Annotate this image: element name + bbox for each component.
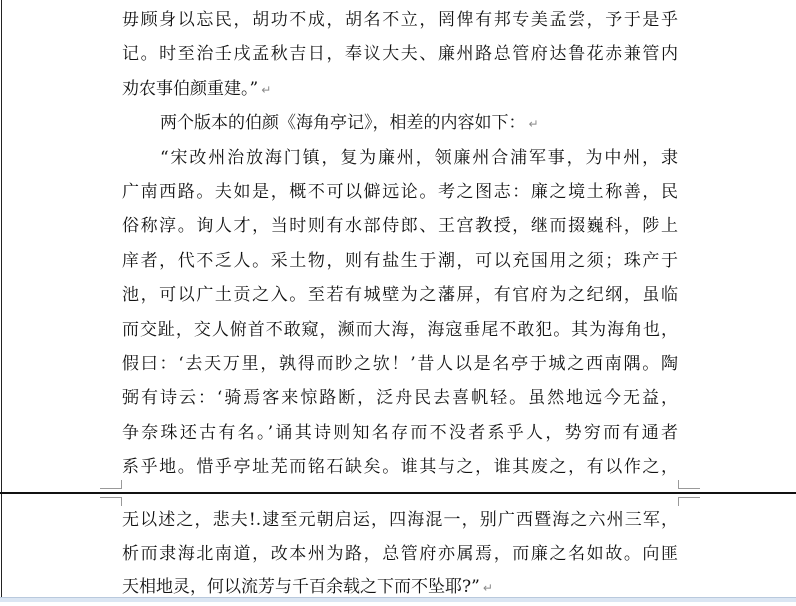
text-line[interactable] xyxy=(122,209,678,243)
line-text[interactable]: 弼有诗云：‘骑焉客来惊路断，泛舟民去喜帆轻。虽然地远今无益， xyxy=(122,388,678,409)
crop-mark xyxy=(678,497,700,498)
line-text[interactable]: 记。时至治壬戌孟秋吉日，奉议大夫、廉州路总管府达鲁花赤兼管内 xyxy=(122,44,678,65)
text-line[interactable] xyxy=(122,313,678,347)
crop-mark xyxy=(678,488,700,489)
page-2-text[interactable] xyxy=(122,504,678,605)
text-line[interactable] xyxy=(122,381,678,415)
text-line[interactable] xyxy=(122,3,678,37)
crop-mark xyxy=(678,497,679,506)
line-text[interactable]: 析而隶海北南道，改本州为路，总管府亦属焉，而廉之名如故。向匪 xyxy=(122,543,678,564)
text-line[interactable] xyxy=(122,72,678,106)
text-line[interactable] xyxy=(122,278,678,312)
crop-mark xyxy=(100,488,122,489)
line-text[interactable]: 天相地灵，何以流芳与千百余载之下而不坠耶?” xyxy=(122,577,480,598)
text-line[interactable] xyxy=(122,450,678,484)
line-text[interactable]: 争奈珠还古有名。’诵其诗则知名存而不没者系乎人，势穷而有通者 xyxy=(122,422,678,443)
window-bottom-edge xyxy=(0,597,796,602)
line-text[interactable]: 假曰：‘去天万里，孰得而眇之欤！’昔人以是名亭于城之西南隅。陶 xyxy=(122,353,678,374)
text-line[interactable] xyxy=(122,416,678,450)
crop-mark xyxy=(678,480,679,489)
text-line[interactable] xyxy=(122,175,678,209)
line-text[interactable]: 庠者，代不乏人。采土物，则有盐生于潮，可以充国用之须；珠产于 xyxy=(122,250,678,271)
text-line[interactable] xyxy=(122,538,678,572)
paragraph-mark-icon: ↵ xyxy=(261,82,272,97)
line-text[interactable]: 广南西路。夫如是，概不可以僻远论。考之图志：廉之境土称善，民 xyxy=(122,181,678,202)
paragraph-mark-icon: ↵ xyxy=(482,581,493,596)
text-line[interactable] xyxy=(122,141,678,175)
text-line[interactable] xyxy=(122,244,678,278)
crop-mark xyxy=(100,497,122,498)
line-text[interactable]: “宋改州治放海门镇，复为廉州，领廉州合浦军事，为中州，隶 xyxy=(160,147,678,168)
line-text[interactable]: 毋顾身以忘民，胡功不成，胡名不立，罔俾有邦专美孟尝，予于是乎 xyxy=(122,10,678,30)
paragraph-mark-icon: ↵ xyxy=(528,117,539,132)
text-line[interactable] xyxy=(122,347,678,381)
line-text[interactable]: 池，可以广土贡之入。至若有城壁为之藩屏，有官府为之纪纲，虽临 xyxy=(122,285,678,306)
page-break-line xyxy=(0,492,796,494)
line-text[interactable]: 劝农事伯颜重建。” xyxy=(122,78,259,99)
text-line[interactable] xyxy=(122,37,678,71)
text-line[interactable] xyxy=(122,504,678,538)
line-text[interactable]: 而交趾，交人俯首不敢窥，濒而大海，海寇垂尾不敢犯。其为海角也， xyxy=(122,319,678,340)
crop-mark xyxy=(121,480,122,489)
line-text[interactable]: 两个版本的伯颜《海角亭记》，相差的内容如下： xyxy=(160,113,526,134)
page-left-edge xyxy=(1,0,2,601)
text-line[interactable] xyxy=(122,106,678,140)
line-text[interactable]: 系乎地。惜乎亭址芜而铭石缺矣。谁其与之，谁其废之，有以作之， xyxy=(122,457,678,478)
line-text[interactable]: 无以述之，悲夫!.逮至元朝启运，四海混一，别广西暨海之六州三军， xyxy=(122,510,678,530)
page-1-text[interactable] xyxy=(122,3,678,484)
line-text[interactable]: 俗称淳。询人才，当时则有水部侍郎、王宫教授，继而掇巍科，陟上 xyxy=(122,216,678,237)
